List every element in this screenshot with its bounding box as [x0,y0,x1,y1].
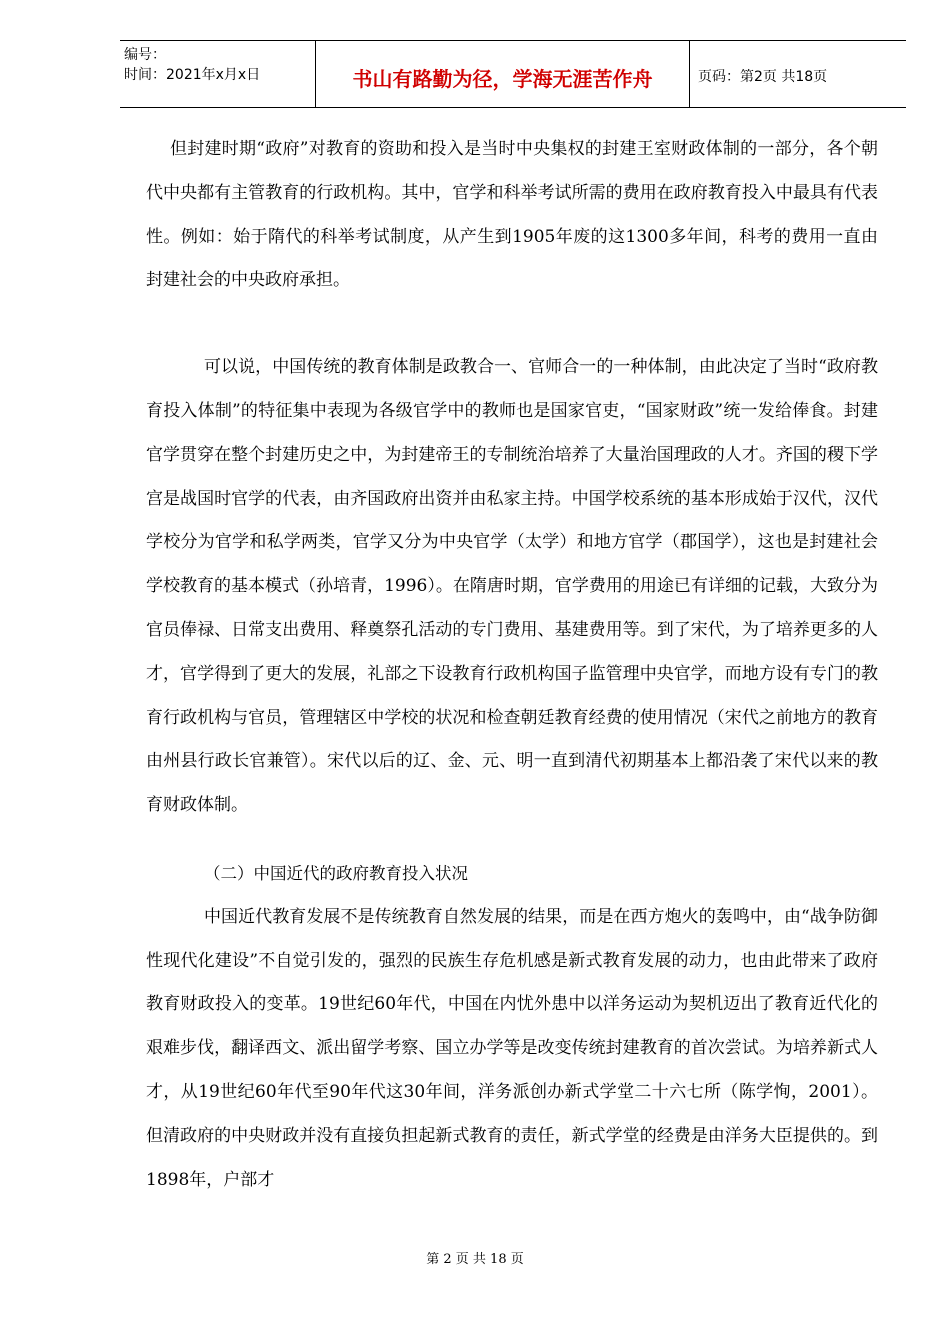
document-code-label: 编号： [124,47,166,63]
header-motto: 书山有路勤为径，学海无涯苦作舟 [352,67,653,91]
section-heading: （二）中国近代的政府教育投入状况 [204,863,468,883]
paragraph-spacer [146,828,878,852]
header-page-cell [690,41,906,107]
paragraph-spacer [146,303,878,346]
header-meta-cell [120,41,316,107]
document-body [146,128,878,1202]
body-paragraph: 中国近代教育发展不是传统教育自然发展的结果，而是在西方炮火的轰鸣中，由“战争防御性现代化建设”不自觉引发的，强烈的民族生存危机感是新式教育发展的动力，也由此带来了政府教育财政投入的变革。19世纪60年代，中国在内忧外患中以洋务运动为契机迈出了教育近代化的艰难步伐，翻译西文、派出留学考察、国立办学等是改变传统封建教育的首次尝试。为培养新式人才，从19世纪60年代至90年代这30年间，洋务派创办新式学堂二十六七所（陈学恂，2001）。但清政府的中央财政并没有直接负担起新式教育的责任，新式学堂的经费是由洋务大臣提供的。到1898年，户部才 [146,906,878,1190]
body-paragraph: 但封建时期“政府”对教育的资助和投入是当时中央集权的封建王室财政体制的一部分，各个朝代中央都有主管教育的行政机构。其中，官学和科举考试所需的费用在政府教育投入中最具有代表性。例如：始于隋代的科举考试制度，从产生到1905年废的这1300多年间，科考的费用一直由封建社会的中央政府承担。 [146,139,878,291]
header-motto-cell [316,41,690,107]
page-header [120,40,906,108]
footer-page-number: 第 2 页 共 18 页 [426,1252,524,1267]
header-page-info: 页码：第2页 共18页 [698,69,828,85]
body-paragraph: 可以说，中国传统的教育体制是政教合一、官师合一的一种体制，由此决定了当时“政府教育投入体制”的特征集中表现为各级官学中的教师也是国家官吏，“国家财政”统一发给俸食。封建官学贯穿在整个封建历史之中，为封建帝王的专制统治培养了大量治国理政的人才。齐国的稷下学宫是战国时官学的代表，由齐国政府出资并由私家主持。中国学校系统的基本形成始于汉代，汉代学校分为官学和私学两类，官学又分为中央官学（太学）和地方官学（郡国学），这也是封建社会学校教育的基本模式（孙培青，1996）。在隋唐时期，官学费用的用途已有详细的记载，大致分为官员俸禄、日常支出费用、释奠祭孔活动的专门费用、基建费用等。到了宋代，为了培养更多的人才，官学得到了更大的发展，礼部之下设教育行政机构国子监管理中央官学，而地方设有专门的教育行政机构与官员，管理辖区中学校的状况和检查朝廷教育经费的使用情况（宋代之前地方的教育由州县行政长官兼管）。宋代以后的辽、金、元、明一直到清代初期基本上都沿袭了宋代以来的教育财政体制。 [146,357,878,816]
document-time-label: 时间：2021年x月x日 [124,67,261,83]
page-footer [0,1248,950,1267]
